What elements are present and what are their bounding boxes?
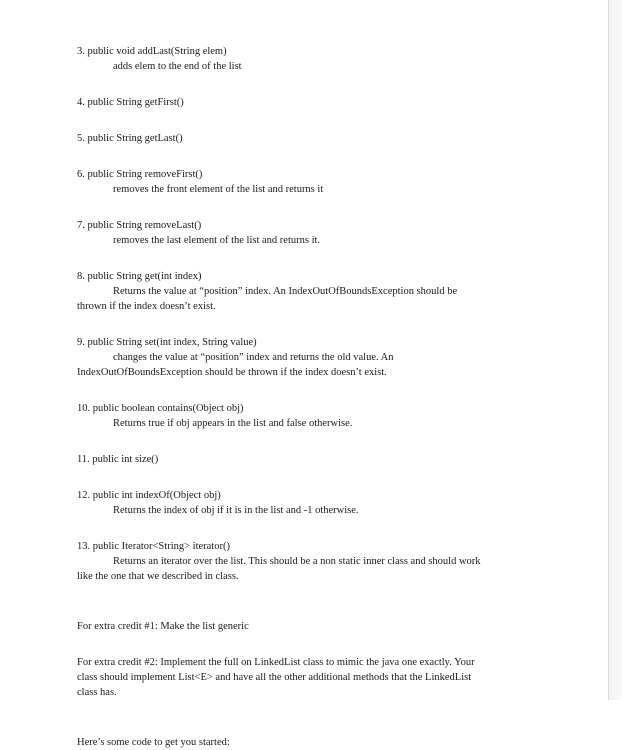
method-signature: 4. public String getFirst() — [77, 97, 184, 108]
method-description: changes the value at “position” index and returns the old value. An — [113, 352, 394, 363]
method-description-cont: thrown if the index doesn’t exist. — [77, 301, 216, 312]
page-margin-shadow — [609, 0, 622, 700]
method-signature: 11. public int size() — [77, 454, 159, 465]
extra-credit-2-cont: class should implement List<E> and have all the other additional methods that the LinkedList — [77, 672, 472, 683]
method-description: removes the front element of the list and returns it — [113, 184, 324, 195]
method-description: Returns an iterator over the list. This should be a non static inner class and should work — [113, 556, 481, 567]
method-signature: 8. public String get(int index) — [77, 271, 202, 282]
method-signature: 3. public void addLast(String elem) — [77, 46, 227, 57]
extra-credit-1: For extra credit #1: Make the list generic — [77, 621, 249, 632]
method-signature: 5. public String getLast() — [77, 133, 183, 144]
footer-text: Here’s some code to get you started: — [77, 737, 230, 748]
method-description-cont: IndexOutOfBoundsException should be thrown if the index doesn’t exist. — [77, 367, 387, 378]
document-content — [77, 44, 547, 750]
method-description: Returns the index of obj if it is in the list and -1 otherwise. — [113, 505, 359, 516]
method-description-cont: like the one that we described in class. — [77, 571, 239, 582]
extra-credit-2-cont: class has. — [77, 687, 117, 698]
method-signature: 9. public String set(int index, String value) — [77, 337, 257, 348]
method-signature: 10. public boolean contains(Object obj) — [77, 403, 244, 414]
method-signature: 7. public String removeLast() — [77, 220, 202, 231]
method-description: removes the last element of the list and returns it. — [113, 235, 321, 246]
method-description: Returns true if obj appears in the list and false otherwise. — [113, 418, 353, 429]
method-description: adds elem to the end of the list — [113, 61, 242, 72]
method-signature: 13. public Iterator<String> iterator() — [77, 541, 230, 552]
method-description: Returns the value at “position” index. An IndexOutOfBoundsException should be — [113, 286, 458, 297]
method-signature: 12. public int indexOf(Object obj) — [77, 490, 221, 501]
extra-credit-2: For extra credit #2: Implement the full on LinkedList class to mimic the java one exactly. Your — [77, 657, 475, 668]
method-signature: 6. public String removeFirst() — [77, 169, 203, 180]
